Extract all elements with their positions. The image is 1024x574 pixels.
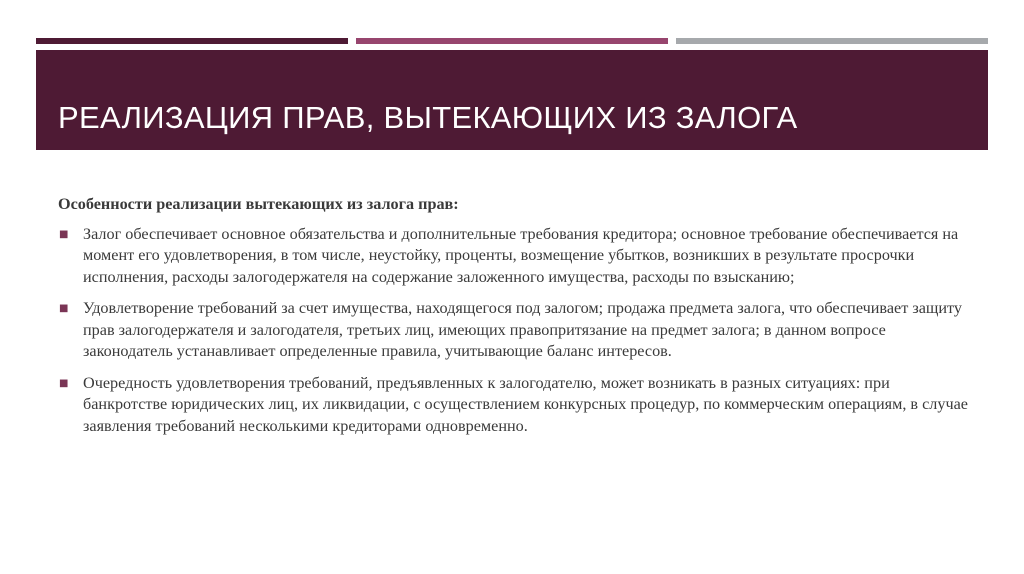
bullet-item	[58, 298, 973, 363]
square-bullet-icon: ■	[59, 303, 69, 314]
lead-text: Особенности реализации вытекающих из залога прав:	[58, 195, 459, 213]
slide-content	[58, 194, 973, 447]
square-bullet-icon: ■	[59, 377, 69, 389]
bullet-text: Удовлетворение требований за счет имущества, находящегося под залогом; продажа предмета залога, что обеспечивает защиту прав залогодержателя и залогодателя, третьих лиц, имеющих правопритязание на предмет залога; в данном вопросе законодатель устанавливает определенные правила, учитывающие баланс интересов.	[83, 299, 962, 360]
bullet-item	[58, 224, 973, 289]
slide-title: РЕАЛИЗАЦИЯ ПРАВ, ВЫТЕКАЮЩИХ ИЗ ЗАЛОГА	[58, 100, 798, 135]
bullet-text: Очередность удовлетворения требований, предъявленных к залогодателю, может возникать в разных ситуациях: при банкротстве юридических лиц, их ликвидации, с осуществлением конкурсных процедур, по коммерческим операциям, в случае заявления требований несколькими кредиторами одновременно.	[83, 373, 968, 435]
square-bullet-icon: ■	[59, 228, 69, 240]
accent-bar-dark	[36, 38, 348, 44]
bullet-text: Залог обеспечивает основное обязательства и дополнительные требования кредитора; основное требование обеспечивается на момент его удовлетворения, в том числе, неустойку, проценты, возмещение убытков, возникших в результате просрочки исполнения, расходы залогодержателя на содержание заложенного имущества, расходы по взысканию;	[83, 224, 959, 286]
accent-bar-magenta	[356, 38, 668, 44]
title-band	[36, 50, 988, 150]
bullet-item	[58, 373, 973, 438]
accent-bar-gray	[676, 38, 988, 44]
bullet-list	[58, 224, 973, 438]
